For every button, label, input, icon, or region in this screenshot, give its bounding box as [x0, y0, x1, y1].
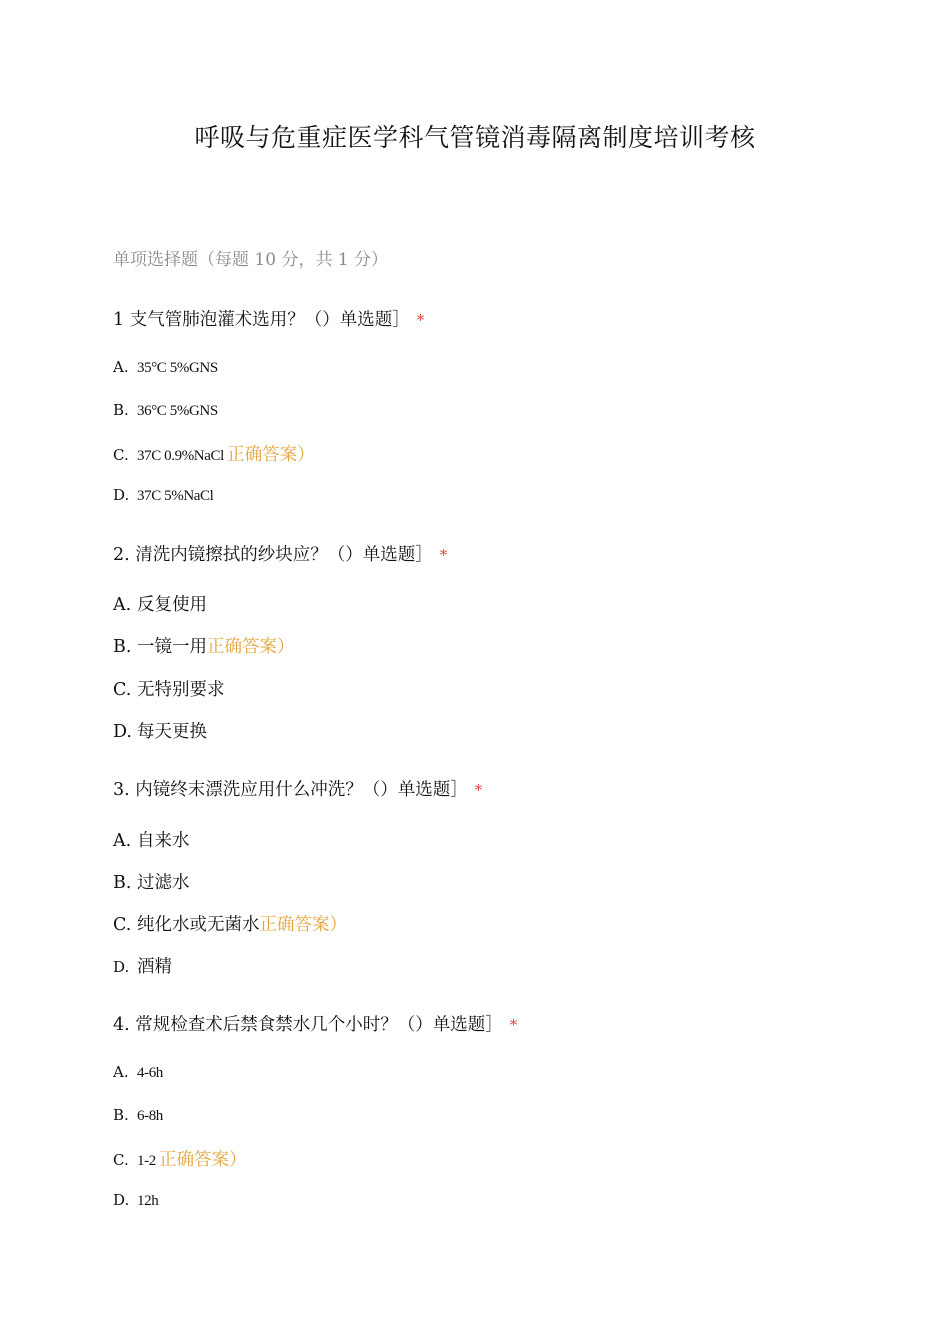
option-2b [113, 633, 295, 658]
option-text: 37C 5%NaCl [137, 488, 214, 504]
option-3a [113, 827, 190, 852]
option-letter: C. [113, 446, 129, 464]
option-1b [113, 401, 218, 420]
correct-answer-mark: 正确答案） [259, 915, 347, 935]
option-letter: B. [113, 637, 132, 657]
option-letter: A. [113, 595, 132, 615]
option-letter: D. [113, 958, 130, 976]
option-2d [113, 718, 207, 743]
question-1 [113, 306, 424, 331]
option-letter: B. [113, 873, 132, 893]
option-3c [113, 911, 347, 936]
question-text: 1 支气管肺泡灌术选用？（）单选题］ [113, 310, 410, 330]
option-4a [113, 1063, 163, 1082]
required-asterisk: * [416, 311, 425, 329]
option-text: 36°C 5%GNS [137, 403, 218, 419]
question-text: 4. 常规检查术后禁食禁水几个小时？（）单选题］ [113, 1015, 503, 1035]
option-letter: C. [113, 1151, 129, 1169]
option-letter: C. [113, 680, 132, 700]
option-letter: B. [113, 401, 129, 419]
correct-answer-mark: 正确答案） [227, 445, 315, 465]
option-text: 1-2 [137, 1153, 160, 1169]
option-letter: A. [113, 1063, 129, 1081]
option-letter: D. [113, 722, 132, 742]
option-2c [113, 676, 225, 701]
question-4 [113, 1011, 517, 1036]
option-letter: D. [113, 1191, 130, 1209]
option-letter: A. [113, 358, 129, 376]
option-text: 12h [137, 1193, 159, 1209]
question-2 [113, 541, 447, 566]
option-3b [113, 869, 190, 894]
option-text: 过滤水 [137, 873, 190, 893]
option-letter: A. [113, 831, 132, 851]
option-1d [113, 486, 213, 505]
option-text: 37C 0.9%NaCl [137, 448, 228, 464]
option-4d [113, 1191, 158, 1210]
option-text: 4-6h [137, 1065, 163, 1081]
option-letter: D. [113, 486, 130, 504]
option-text: 反复使用 [137, 595, 207, 615]
correct-answer-mark: 正确答案） [207, 637, 295, 657]
option-1a [113, 358, 218, 377]
option-text: 每天更换 [137, 722, 207, 742]
option-4c [113, 1146, 247, 1171]
option-3d [113, 953, 172, 978]
option-2a [113, 591, 207, 616]
question-text: 2. 清洗内镜擦拭的纱块应？（）单选题］ [113, 545, 433, 565]
required-asterisk: * [439, 546, 448, 564]
option-letter: B. [113, 1106, 129, 1124]
option-4b [113, 1106, 163, 1125]
required-asterisk: * [509, 1016, 518, 1034]
option-text: 35°C 5%GNS [137, 360, 218, 376]
option-text: 酒精 [137, 957, 172, 977]
correct-answer-mark: 正确答案） [159, 1150, 247, 1170]
required-asterisk: * [474, 781, 483, 799]
option-text: 一镜一用 [137, 637, 207, 657]
option-1c [113, 441, 315, 466]
option-letter: C. [113, 915, 132, 935]
option-text: 自来水 [137, 831, 190, 851]
option-text: 无特别要求 [137, 680, 225, 700]
option-text: 6-8h [137, 1108, 163, 1124]
option-text: 纯化水或无菌水 [137, 915, 260, 935]
question-text: 3. 内镜终末漂洗应用什么冲洗？（）单选题］ [113, 780, 468, 800]
question-3 [113, 776, 482, 801]
exam-title: 呼吸与危重症医学科气管镜消毒隔离制度培训考核 [194, 123, 756, 152]
section-header: 单项选择题（每题 10 分，共 1 分） [113, 250, 389, 270]
